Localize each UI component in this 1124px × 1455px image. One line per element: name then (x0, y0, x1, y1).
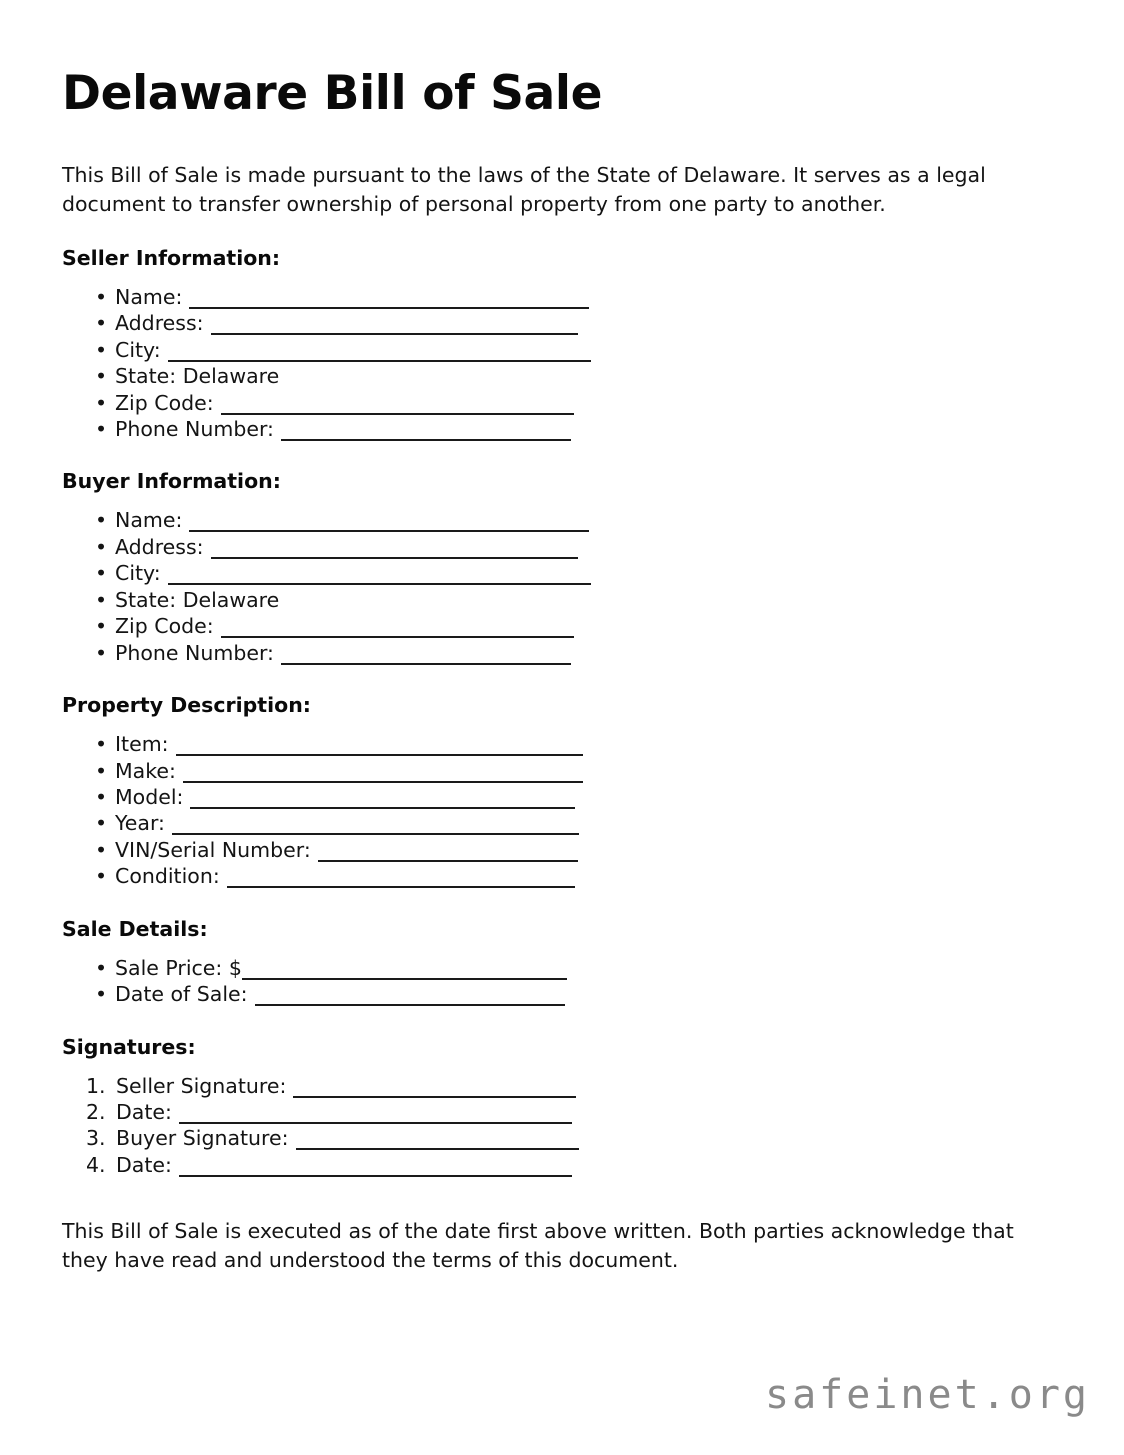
field-label: Seller Signature: (116, 1073, 287, 1098)
fill-in-blank[interactable] (211, 557, 578, 559)
form-field-row (95, 587, 1062, 613)
form-field-row (86, 1125, 1062, 1151)
field-label: Zip Code: (115, 614, 214, 639)
field-label: Year: (115, 811, 165, 836)
page-title: Delaware Bill of Sale (62, 66, 603, 121)
field-label: Address: (115, 311, 204, 336)
form-field-row (95, 560, 1062, 586)
field-label: City: (115, 561, 161, 586)
fill-in-blank[interactable] (281, 439, 571, 441)
form-field-row (95, 640, 1062, 666)
field-label: Zip Code: (115, 390, 214, 415)
form-field-row (95, 534, 1062, 560)
intro-paragraph: This Bill of Sale is made pursuant to the laws of the State of Delaware. It serves as a legal document to transfer ownership of personal property from one party to another. (62, 162, 986, 216)
fill-in-blank[interactable] (179, 1122, 572, 1124)
field-label: Buyer Signature: (116, 1126, 289, 1151)
seller-information-list (62, 284, 1062, 443)
property-description-heading: Property Description: (62, 693, 311, 718)
field-value: Delaware (176, 587, 280, 612)
fill-in-blank[interactable] (227, 886, 575, 888)
form-field-row (95, 416, 1062, 442)
form-field-row (95, 284, 1062, 310)
field-label: Make: (115, 758, 176, 783)
field-value: Delaware (176, 364, 280, 389)
field-label: City: (115, 337, 161, 362)
document-content (62, 62, 1062, 1276)
fill-in-blank[interactable] (168, 360, 591, 362)
form-field-row (86, 1073, 1062, 1099)
form-field-row (86, 1152, 1062, 1178)
field-label: Model: (115, 784, 184, 809)
form-field-row (95, 310, 1062, 336)
property-description-list (62, 731, 1062, 890)
field-label: Name: (115, 284, 183, 309)
field-label: Name: (115, 508, 183, 533)
field-label: State: (115, 364, 177, 389)
fill-in-blank[interactable] (189, 530, 589, 532)
watermark: safeinet.org (765, 1372, 1090, 1418)
form-field-row (95, 613, 1062, 639)
field-label: Address: (115, 534, 204, 559)
form-field-row (95, 758, 1062, 784)
fill-in-blank[interactable] (189, 307, 589, 309)
field-label: Phone Number: (115, 640, 274, 665)
fill-in-blank[interactable] (211, 333, 578, 335)
sale-details-list (62, 955, 1062, 1008)
buyer-information-list (62, 507, 1062, 666)
fill-in-blank[interactable] (176, 754, 583, 756)
form-field-row (95, 390, 1062, 416)
fill-in-blank[interactable] (281, 663, 571, 665)
form-field-row (95, 981, 1062, 1007)
field-label: Date of Sale: (115, 982, 248, 1007)
form-field-row (95, 731, 1062, 757)
fill-in-blank[interactable] (221, 636, 574, 638)
fill-in-blank[interactable] (296, 1148, 579, 1150)
form-field-row (95, 955, 1062, 981)
fill-in-blank[interactable] (168, 583, 591, 585)
form-field-row (86, 1099, 1062, 1125)
field-label: Phone Number: (115, 417, 274, 442)
field-label: State: (115, 587, 177, 612)
field-label: VIN/Serial Number: (115, 837, 311, 862)
form-field-row (95, 837, 1062, 863)
sale-details-heading: Sale Details: (62, 916, 208, 941)
form-field-row (95, 810, 1062, 836)
form-field-row (95, 507, 1062, 533)
fill-in-blank[interactable] (255, 1004, 565, 1006)
fill-in-blank[interactable] (190, 807, 575, 809)
form-field-row (95, 784, 1062, 810)
fill-in-blank[interactable] (179, 1175, 572, 1177)
field-label: Date: (116, 1100, 172, 1125)
fill-in-blank[interactable] (293, 1096, 576, 1098)
signatures-list (62, 1073, 1062, 1179)
fill-in-blank[interactable] (221, 413, 574, 415)
form-field-row (95, 363, 1062, 389)
fill-in-blank[interactable] (318, 860, 578, 862)
signatures-heading: Signatures: (62, 1034, 196, 1059)
seller-information-heading: Seller Information: (62, 245, 281, 270)
field-label: Item: (115, 732, 169, 757)
fill-in-blank[interactable] (242, 978, 567, 980)
fill-in-blank[interactable] (172, 833, 579, 835)
field-label: Condition: (115, 864, 220, 889)
fill-in-blank[interactable] (183, 781, 583, 783)
field-label: Date: (116, 1152, 172, 1177)
buyer-information-heading: Buyer Information: (62, 469, 281, 494)
closing-paragraph: This Bill of Sale is executed as of the date first above written. Both parties acknowledge that they have read and understood the terms of this document. (62, 1219, 1014, 1273)
form-field-row (95, 337, 1062, 363)
form-field-row (95, 863, 1062, 889)
field-label: Sale Price: $ (115, 955, 242, 980)
